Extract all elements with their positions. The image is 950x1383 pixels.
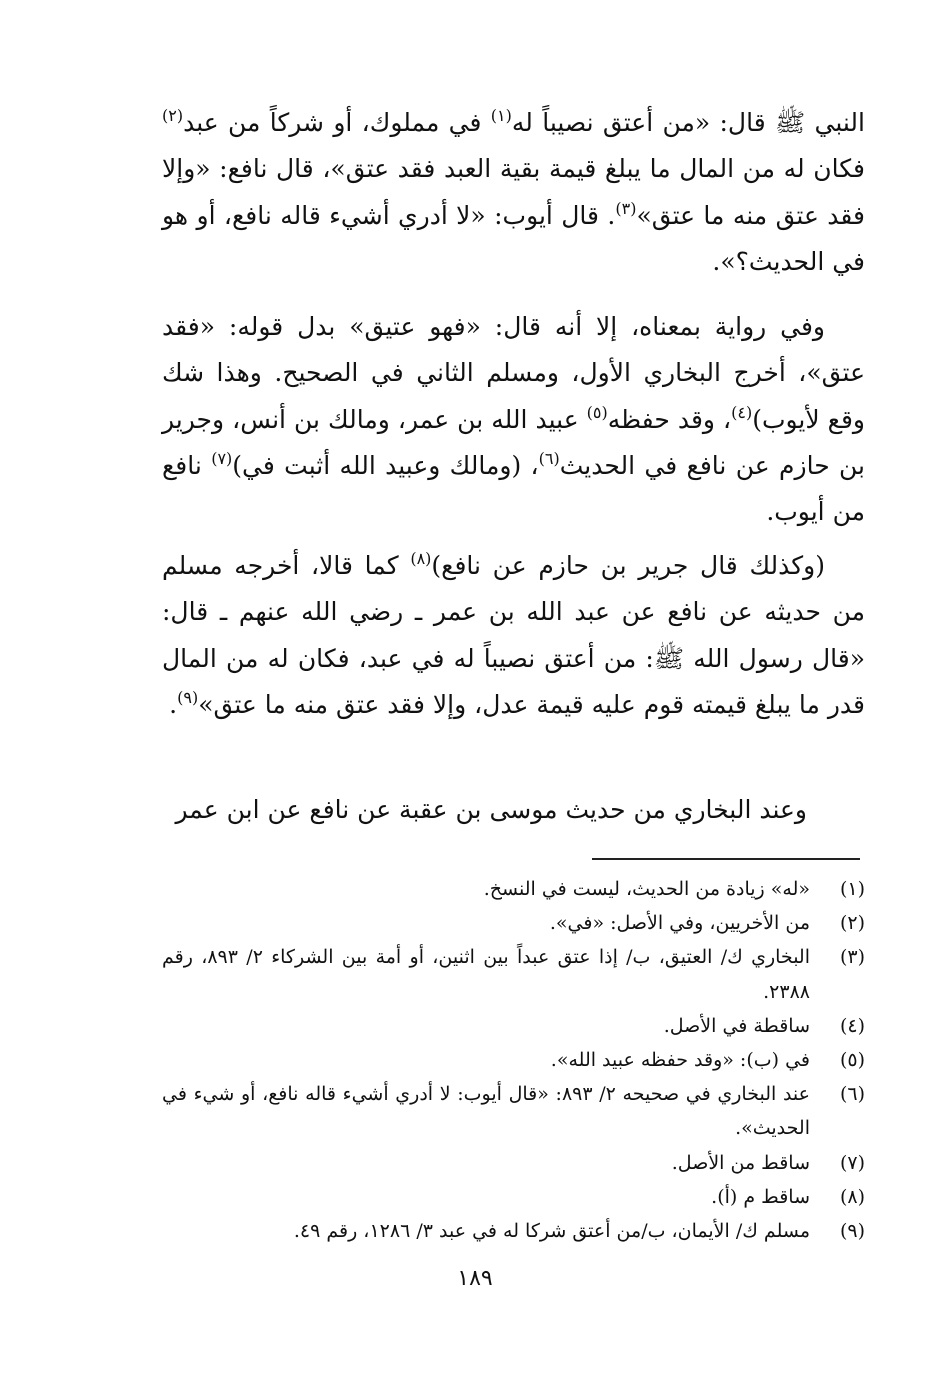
paragraph-3 <box>162 543 865 728</box>
footnote-item <box>162 1043 865 1077</box>
footnote-text: البخاري ك/ العتيق، ب/ إذا عتق عبداً بين اثنين، أو أمة بين الشركاء ٢/ ٨٩٣، رقم ٢٣٨٨. <box>162 946 810 1003</box>
footnote-ref-6: (٦) <box>538 448 560 468</box>
paragraph-1 <box>162 100 865 285</box>
footnote-number: (٤) <box>839 1014 865 1037</box>
footnote-ref-5: (٥) <box>586 402 608 422</box>
paragraph-1-text: فكان له من المال ما يبلغ قيمة بقية العبد فقد عتق»، قال نافع: «وإلا فقد عتق منه ما عتق» <box>162 154 865 230</box>
footnote-ref-8: (٨) <box>410 549 432 568</box>
footnote-number: (٧) <box>839 1151 865 1174</box>
footnote-item <box>162 1077 865 1145</box>
footnote-text: «له» زيادة من الحديث، ليست في النسخ. <box>483 878 810 900</box>
footnote-ref-4: (٤) <box>731 402 753 422</box>
page-number: ١٨٩ <box>457 1266 493 1291</box>
footnote-number: (٢) <box>839 912 865 935</box>
footnote-number: (٦) <box>839 1083 865 1106</box>
footnote-number: (٣) <box>839 946 865 969</box>
footnote-item <box>162 1146 865 1180</box>
footnote-ref-3: (٣) <box>615 198 637 218</box>
footnote-item <box>162 1180 865 1214</box>
paragraph-3-text: (وكذلك قال جرير بن حازم عن نافع) <box>431 551 825 580</box>
footnote-number: (٩) <box>839 1220 865 1243</box>
footnotes-list <box>162 872 865 1248</box>
paragraph-1-text: في مملوك، أو شركاً من عبد <box>183 108 491 137</box>
footnote-item <box>162 1214 865 1248</box>
paragraph-2-text: ، وقد حفظه <box>607 404 732 434</box>
paragraph-3-text: . <box>169 689 178 719</box>
footnote-text: من الأخريين، وفي الأصل: «في». <box>549 912 810 935</box>
paragraph-4-text: وعند البخاري من حديث موسى بن عقبة عن نافع عن ابن عمر <box>175 795 807 824</box>
footnote-text: ساقط من الأصل. <box>671 1151 810 1174</box>
footnote-ref-2: (٢) <box>162 106 184 125</box>
footnote-item <box>162 872 865 906</box>
paragraph-1-text: النبي ﷺ قال: «من أعتق نصيباً له <box>511 108 865 137</box>
paragraph-4 <box>162 787 865 833</box>
paragraph-2-text: عبيد الله بن عمر، ومالك بن أنس، وجرير بن حازم عن نافع في الحديث <box>162 404 865 480</box>
footnote-ref-1: (١) <box>490 106 512 125</box>
paragraph-3-text: كما قالا، أخرجه مسلم من حديثه عن نافع عن عبد الله بن عمر ـ رضي الله عنهم ـ قال: «قال رسول الله ﷺ: من أعتق نصيباً له في عبد، فكان له من المال قدر ما يبلغ قيمته قوم عليه قيمة عدل، وإلا فقد عتق منه ما عتق» <box>162 551 865 719</box>
paragraph-2-text: وفي رواية بمعناه، إلا أنه قال: «فهو عتيق» بدل قوله: «فقد عتق»، أخرج البخاري الأول، ومسلم الثاني في الصحيح. وهذا شك وقع لأيوب) <box>162 312 865 434</box>
footnote-item <box>162 1009 865 1043</box>
footnote-separator <box>592 858 860 860</box>
footnote-text: مسلم ك/ الأيمان، ب/من أعتق شركا له في عبد ٣/ ١٢٨٦، رقم ٤٩. <box>293 1220 810 1243</box>
paragraph-1-text: . قال أيوب: «لا أدري أشيء قاله نافع، أو هو في الحديث؟». <box>162 200 865 276</box>
footnote-number: (١) <box>839 878 865 900</box>
paragraph-2 <box>162 304 865 535</box>
footnote-number: (٥) <box>839 1049 865 1072</box>
footnote-number: (٨) <box>839 1185 865 1208</box>
footnote-text: في (ب): «وقد حفظه عبيد الله». <box>550 1049 810 1072</box>
paragraph-2-text: ، (ومالك وعبيد الله أثبت في) <box>232 450 539 480</box>
footnote-text: عند البخاري في صحيحه ٢/ ٨٩٣: «قال أيوب: لا أدري أشيء قاله نافع، أو شيء في الحديث». <box>162 1083 810 1140</box>
footnote-ref-9: (٩) <box>177 687 199 707</box>
footnote-item <box>162 906 865 940</box>
footnote-ref-7: (٧) <box>211 448 233 468</box>
paragraph-2-text: نافع من أيوب. <box>162 450 865 527</box>
footnote-item <box>162 940 865 1008</box>
footnote-text: ساقطة في الأصل. <box>663 1014 810 1037</box>
footnote-text: ساقط م (أ). <box>711 1185 810 1208</box>
